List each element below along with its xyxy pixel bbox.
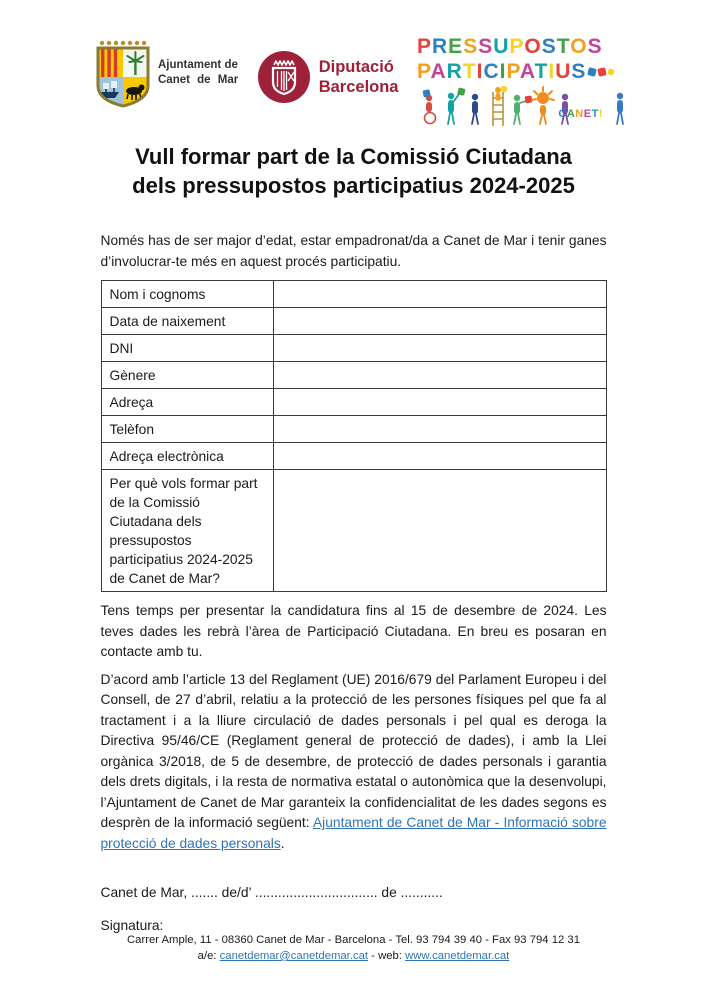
field-label-genere: Gènere bbox=[101, 362, 273, 389]
page-title-line2: dels pressupostos participatius 2024-2025 bbox=[132, 173, 575, 198]
intro-paragraph: Només has de ser major d’edat, estar empadronat/da a Canet de Mar i tenir ganes d’involucrar-te més en aquest procés participatiu. bbox=[100, 233, 607, 269]
table-row bbox=[101, 470, 606, 592]
field-value-naixement bbox=[273, 308, 606, 335]
footer-email-prefix: a/e: bbox=[197, 950, 220, 962]
document-body bbox=[101, 231, 607, 936]
footer-address-line: Carrer Ample, 11 - 08360 Canet de Mar - Barcelona - Tel. 93 794 39 40 - Fax 93 794 12 31 bbox=[127, 934, 580, 946]
field-label-naixement: Data de naixement bbox=[101, 308, 273, 335]
puzzle-piece-icon bbox=[608, 69, 616, 77]
signature-label: Signatura: bbox=[100, 917, 164, 933]
table-row bbox=[101, 416, 606, 443]
field-value-nom bbox=[273, 281, 606, 308]
field-label-motivacio: Per què vols formar part de la Comissió Ciutadana dels pressupostos participatius 2024-2025 de Canet de Mar? bbox=[101, 470, 273, 592]
page-title-line1: Vull formar part de la Comissió Ciutadana bbox=[135, 144, 572, 169]
deadline-paragraph: Tens temps per presentar la candidatura fins al 15 de desembre de 2024. Les teves dades les rebrà l’àrea de Participació Ciutadana. En breu es posaran en contacte amb tu. bbox=[100, 603, 607, 659]
field-label-adreca: Adreça bbox=[101, 389, 273, 416]
diputacio-line2: Barcelona bbox=[318, 78, 399, 96]
table-row bbox=[101, 389, 606, 416]
table-row bbox=[101, 308, 606, 335]
participatius-people bbox=[417, 86, 629, 128]
canet-participa-badge: CANET! bbox=[558, 108, 603, 120]
puzzle-piece-icon bbox=[588, 68, 598, 78]
diputacio-line1: Diputació bbox=[318, 58, 394, 76]
puzzle-piece-icon bbox=[598, 68, 607, 77]
participatius-banner-line2: PARTICIPATIUS bbox=[417, 59, 629, 84]
diputacio-shield-icon bbox=[257, 50, 311, 104]
date-line: Canet de Mar, ....... de/d’ ................................ de ........... bbox=[100, 885, 443, 900]
table-row bbox=[101, 281, 606, 308]
canet-coat-of-arms-icon bbox=[95, 38, 151, 108]
field-value-motivacio bbox=[273, 470, 606, 592]
privacy-policy-link[interactable]: Ajuntament de Canet de Mar - Informació sobre protecció de dades personals bbox=[100, 815, 607, 851]
footer-contact-line bbox=[0, 948, 707, 964]
table-row bbox=[101, 335, 606, 362]
canet-logo-text bbox=[158, 58, 238, 88]
table-row bbox=[101, 362, 606, 389]
email-link[interactable]: canetdemar@canetdemar.cat bbox=[219, 950, 369, 962]
field-value-email bbox=[273, 443, 606, 470]
diputacio-logo bbox=[257, 50, 399, 104]
diputacio-logo-text bbox=[319, 57, 399, 97]
participatius-banner bbox=[417, 26, 629, 128]
field-label-telefon: Telèfon bbox=[101, 416, 273, 443]
people-illustration-icon bbox=[417, 86, 629, 128]
legal-paragraph bbox=[101, 670, 607, 855]
participatius-banner-line1: PRESSUPOSTOS bbox=[416, 35, 603, 58]
field-label-dni: DNI bbox=[101, 335, 273, 362]
footer-web-separator: - web: bbox=[368, 950, 406, 962]
web-link[interactable]: www.canetdemar.cat bbox=[405, 950, 510, 962]
field-label-email: Adreça electrònica bbox=[101, 443, 273, 470]
legal-suffix: . bbox=[280, 835, 285, 851]
footer bbox=[0, 932, 707, 964]
field-label-nom: Nom i cognoms bbox=[101, 281, 273, 308]
field-value-telefon bbox=[273, 416, 606, 443]
table-row bbox=[101, 443, 606, 470]
application-form-table bbox=[101, 280, 607, 592]
legal-text: D’acord amb l’article 13 del Reglament (UE) 2016/679 del Parlament Europeu i del Consell, de 27 d’abril, relatiu a la protecció de les persones físiques pel que fa al tractament i a la lliure circulació de dades personals i pel qual es deroga la Directiva 95/46/CE (Reglament general de protecció de dades), i amb la Llei orgànica 3/2018, de 5 de desembre, de protecció de dades personals i garantia dels drets digitals, i la resta de normativa estatal o autonòmica que la desenvolupi, l’Ajuntament de Canet de Mar garanteix la confidencialitat de les dades segons es desprèn de la informació següent: bbox=[100, 671, 607, 830]
canet-logo-line1: Ajuntament de bbox=[158, 59, 238, 71]
header bbox=[95, 26, 629, 128]
field-value-dni bbox=[273, 335, 606, 362]
field-value-genere bbox=[273, 362, 606, 389]
canet-logo-line2: Canet de Mar bbox=[158, 74, 239, 86]
field-value-adreca bbox=[273, 389, 606, 416]
canet-logo bbox=[95, 38, 238, 108]
